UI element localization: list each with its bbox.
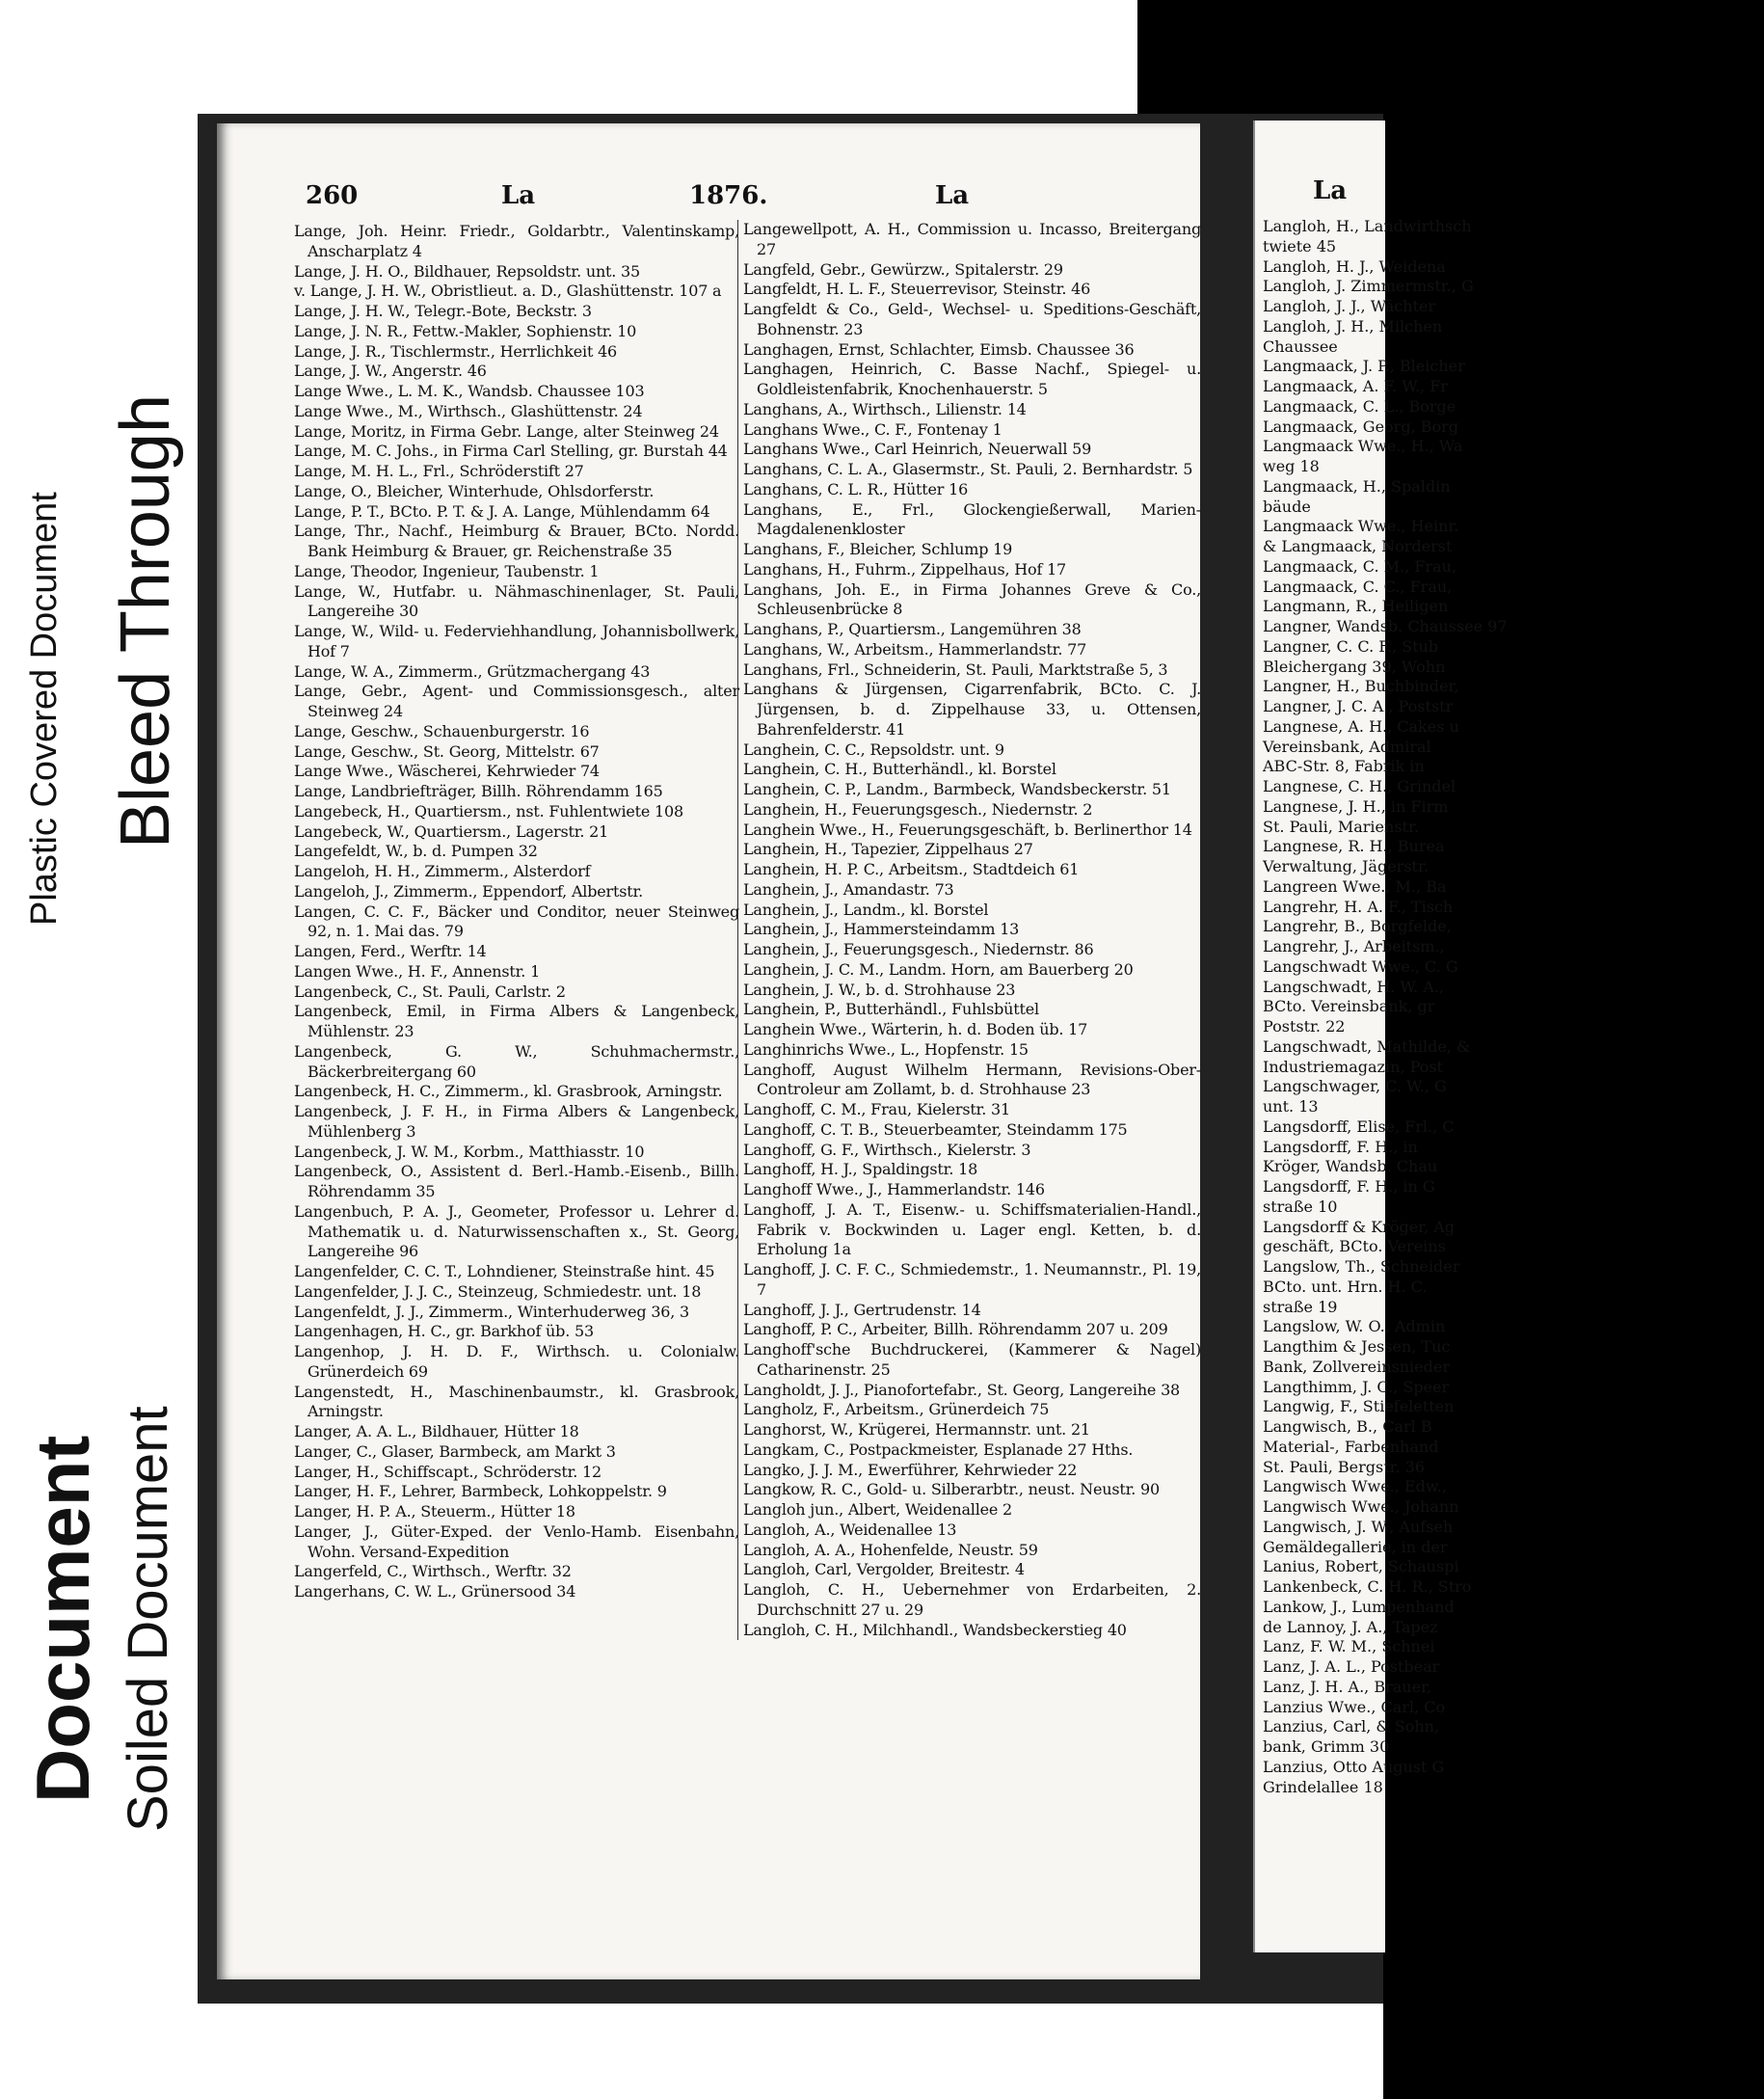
next-page-column bbox=[1263, 217, 1764, 1797]
directory-entry-fragment: Langthim & Jessen, Tuc bbox=[1263, 1337, 1451, 1356]
directory-entry: Lange Wwe., M., Wirthsch., Glashüttenstr. 24 bbox=[294, 401, 643, 420]
directory-entry: Langewellpott, A. H., Commission u. Incasso, Breitergang 27 bbox=[743, 220, 1201, 258]
directory-entry: Langhein Wwe., H., Feuerungsgeschäft, b. Berlinerthor 14 bbox=[743, 820, 1192, 839]
directory-entry-fragment: BCto. unt. Hrn. H. C. bbox=[1263, 1277, 1428, 1296]
directory-entry-fragment: Langnese, C. H., Grindel bbox=[1263, 777, 1457, 795]
directory-entry: Langhans, H., Fuhrm., Zippelhaus, Hof 17 bbox=[743, 559, 1067, 579]
running-head-left: La bbox=[501, 181, 536, 210]
directory-entry: Langer, C., Glaser, Barmbeck, am Markt 3 bbox=[294, 1441, 616, 1461]
directory-entry-fragment: Langrehr, B., Borgfelde, bbox=[1263, 917, 1452, 936]
directory-entry-fragment: straße 19 bbox=[1263, 1297, 1338, 1316]
directory-entry: Langer, H., Schiffscapt., Schröderstr. 12 bbox=[294, 1462, 602, 1481]
directory-entry: Langloh, Carl, Vergolder, Breitestr. 4 bbox=[743, 1560, 1025, 1579]
right-column bbox=[737, 220, 1201, 1640]
directory-entry: Langko, J. J. M., Ewerführer, Kehrwieder 22 bbox=[743, 1460, 1078, 1479]
directory-entry-fragment: Langslow, Th., Schneider bbox=[1263, 1257, 1460, 1276]
directory-entry-fragment: Langschwager, C. W., G bbox=[1263, 1077, 1447, 1096]
directory-entry-fragment: unt. 13 bbox=[1263, 1097, 1319, 1116]
directory-entry-fragment: straße 10 bbox=[1263, 1197, 1338, 1216]
directory-entry: Langefeldt, W., b. d. Pumpen 32 bbox=[294, 842, 538, 861]
directory-entry: Langhoff, C. M., Frau, Kielerstr. 31 bbox=[743, 1100, 1010, 1118]
directory-entry: Langhein, P., Butterhändl., Fuhlsbüttel bbox=[743, 1000, 1039, 1019]
directory-entry: Langhein, H., Feuerungsgesch., Niedernstr. 2 bbox=[743, 799, 1093, 819]
directory-entry: Langhans, Frl., Schneiderin, St. Pauli, Marktstraße 5, 3 bbox=[743, 659, 1168, 679]
directory-entry: Langeloh, H. H., Zimmerm., Alsterdorf bbox=[294, 862, 591, 880]
directory-entry-fragment: geschäft, BCto. Vereins bbox=[1263, 1237, 1446, 1256]
directory-entry: Langhans, C. L. R., Hütter 16 bbox=[743, 479, 969, 498]
page-number: 260 bbox=[306, 181, 359, 210]
directory-entry: Langhein, H. P. C., Arbeitsm., Stadtdeich 61 bbox=[743, 860, 1080, 878]
directory-entry: Langfeld, Gebr., Gewürzw., Spitalerstr. 29 bbox=[743, 259, 1063, 279]
directory-entry: Lange, J. W., Angerstr. 46 bbox=[294, 362, 487, 381]
directory-entry: Langkow, R. C., Gold- u. Silberarbtr., neust. Neustr. 90 bbox=[743, 1480, 1160, 1499]
directory-entry: Lange, Moritz, in Firma Gebr. Lange, alter Steinweg 24 bbox=[294, 421, 719, 441]
directory-entry: Langhorst, W., Krügerei, Hermannstr. unt. 21 bbox=[743, 1420, 1090, 1439]
directory-entry: Langeloh, J., Zimmerm., Eppendorf, Albertstr. bbox=[294, 881, 644, 901]
directory-entry-fragment: Langmaack, A. F. W., Fr bbox=[1263, 377, 1448, 395]
directory-entry: Lange, M. C. Johs., in Firma Carl Stelling, gr. Burstah 44 bbox=[294, 442, 728, 461]
directory-entry-fragment: Langschwadt Wwe., C. G bbox=[1263, 956, 1458, 976]
directory-entry: Langholdt, J. J., Pianofortefabr., St. Georg, Langereihe 38 bbox=[743, 1380, 1181, 1399]
directory-entry: Langenbuch, P. A. J., Geometer, Professor u. Lehrer d. Mathematik u. d. Naturwissenschaften x., St. Georg, Langereihe 96 bbox=[294, 1201, 739, 1261]
directory-entry-fragment: Langnese, R. H., Burea bbox=[1263, 837, 1445, 856]
directory-entry: Langenhop, J. H. D. F., Wirthsch. u. Colonialw. Grünerdeich 69 bbox=[294, 1342, 739, 1381]
directory-entry-fragment: Lanzius, Otto August G bbox=[1263, 1757, 1445, 1776]
directory-entry-fragment: Langloh, J. Zimmermstr., G bbox=[1263, 277, 1474, 296]
directory-entry: Langebeck, H., Quartiersm., nst. Fuhlentwiete 108 bbox=[294, 801, 683, 821]
directory-entry: Langhans Wwe., C. F., Fontenay 1 bbox=[743, 419, 1002, 439]
directory-entry: Langhein, J., Landm., kl. Borstel bbox=[743, 900, 989, 919]
directory-entry: Langhoff, P. C., Arbeiter, Billh. Röhrendamm 207 u. 209 bbox=[743, 1320, 1168, 1339]
directory-entry-fragment: Langmaack Wwe., Heinr. bbox=[1263, 517, 1459, 536]
directory-entry: Langhans, Joh. E., in Firma Johannes Greve & Co., Schleusenbrücke 8 bbox=[743, 579, 1201, 619]
directory-entry-fragment: BCto. Vereinsbank, gr bbox=[1263, 997, 1435, 1016]
directory-entry: Langhein Wwe., Wärterin, h. d. Boden üb. 17 bbox=[743, 1020, 1088, 1038]
directory-entry: Lange, Landbriefträger, Billh. Röhrendamm 165 bbox=[294, 782, 663, 800]
directory-entry-fragment: Langsdorff, F. H., in G bbox=[1263, 1177, 1435, 1196]
directory-entry-fragment: Langwisch Wwe., Johann bbox=[1263, 1497, 1459, 1516]
directory-entry-fragment: bank, Grimm 30 bbox=[1263, 1737, 1390, 1756]
directory-entry: Langhoff, G. F., Wirthsch., Kielerstr. 3 bbox=[743, 1140, 1031, 1159]
directory-entry-fragment: twiete 45 bbox=[1263, 236, 1337, 256]
directory-entry: Lange, P. T., BCto. P. T. & J. A. Lange, Mühlendamm 64 bbox=[294, 501, 710, 521]
directory-entry: Langenbeck, G. W., Schuhmachermstr., Bäckerbreitergang 60 bbox=[294, 1041, 739, 1081]
directory-entry: Lange, Theodor, Ingenieur, Taubenstr. 1 bbox=[294, 561, 600, 580]
directory-page bbox=[217, 123, 1200, 1979]
directory-entry-fragment: Poststr. 22 bbox=[1263, 1017, 1346, 1036]
directory-entry-fragment: Lanzius, Carl, & Sohn, bbox=[1263, 1717, 1440, 1736]
directory-entry-fragment: Langmaack, H., Spaldin bbox=[1263, 476, 1451, 496]
directory-entry-fragment: Langmaack, C. C., Frau, bbox=[1263, 577, 1453, 596]
directory-entry: Lange, Geschw., Schauenburgerstr. 16 bbox=[294, 721, 590, 740]
directory-entry: Langerhans, C. W. L., Grünersood 34 bbox=[294, 1582, 576, 1601]
directory-entry-fragment: Langmaack Wwe., H., Wa bbox=[1263, 437, 1463, 456]
directory-entry: Langloh, C. H., Milchhandl., Wandsbeckerstieg 40 bbox=[743, 1620, 1127, 1639]
directory-entry-fragment: Langmaack, C. M., Frau, bbox=[1263, 556, 1457, 576]
directory-entry: Lange Wwe., L. M. K., Wandsb. Chaussee 103 bbox=[294, 382, 645, 400]
directory-entry: Langen, C. C. F., Bäcker und Conditor, neuer Steinweg 92, n. 1. Mai das. 79 bbox=[294, 901, 739, 941]
directory-entry-fragment: Langreen Wwe., M., Ba bbox=[1263, 876, 1447, 896]
directory-entry: Langfeldt & Co., Geld-, Wechsel- u. Speditions-Geschäft, Bohnenstr. 23 bbox=[743, 300, 1201, 338]
next-page-heading: La bbox=[1313, 176, 1348, 205]
directory-entry-fragment: Langthimm, J. C., Speer bbox=[1263, 1377, 1450, 1396]
directory-entry-fragment: Langsdorff, F. H., in bbox=[1263, 1137, 1418, 1156]
directory-entry: Langhoff, C. T. B., Steuerbeamter, Steindamm 175 bbox=[743, 1119, 1128, 1139]
directory-entry: Langfeldt, H. L. F., Steuerrevisor, Steinstr. 46 bbox=[743, 280, 1091, 299]
directory-entry: Langhans, E., Frl., Glockengießerwall, Marien-Magdalenenkloster bbox=[743, 499, 1201, 539]
directory-entry: Langenbeck, Emil, in Firma Albers & Langenbeck, Mühlenstr. 23 bbox=[294, 1002, 739, 1040]
directory-entry-fragment: Lanz, F. W. M., Schnei bbox=[1263, 1637, 1435, 1656]
directory-entry: Langhoff'sche Buchdruckerei, (Kammerer & Nagel) Catharinenstr. 25 bbox=[743, 1340, 1201, 1379]
directory-entry: Lange, J. N. R., Fettw.-Makler, Sophienstr. 10 bbox=[294, 321, 637, 340]
directory-entry-fragment: Kröger, Wandsb. Chau bbox=[1263, 1157, 1438, 1176]
directory-entry-fragment: Langschwadt, Mathilde, & bbox=[1263, 1036, 1471, 1056]
directory-entry: Langer, H. P. A., Steuerm., Hütter 18 bbox=[294, 1502, 575, 1520]
directory-entry: Langloh jun., Albert, Weidenallee 2 bbox=[743, 1500, 1013, 1519]
directory-entry-fragment: Lanz, J. A. L., Postbear bbox=[1263, 1657, 1440, 1676]
directory-entry: Langer, H. F., Lehrer, Barmbeck, Lohkoppelstr. 9 bbox=[294, 1482, 667, 1501]
running-head-right: La bbox=[935, 181, 970, 210]
directory-entry: Langhans Wwe., Carl Heinrich, Neuerwall 59 bbox=[743, 440, 1092, 459]
directory-entry-fragment: Lankow, J., Lumpenhand bbox=[1263, 1597, 1455, 1616]
directory-entry-fragment: Gemäldegallerie, in der bbox=[1263, 1537, 1448, 1556]
directory-entry-fragment: bäude bbox=[1263, 497, 1311, 516]
directory-entry: Langhagen, Ernst, Schlachter, Eimsb. Chaussee 36 bbox=[743, 339, 1135, 359]
directory-entry: Langloh, A. A., Hohenfelde, Neustr. 59 bbox=[743, 1540, 1038, 1559]
directory-entry-fragment: Bank, Zollvereinsnieder bbox=[1263, 1357, 1450, 1376]
directory-entry-fragment: St. Pauli, Marienstr. bbox=[1263, 817, 1419, 836]
directory-entry-fragment: Langschwadt, H. W. A., bbox=[1263, 977, 1444, 996]
directory-entry: Langkam, C., Postpackmeister, Esplanade 27 Hths. bbox=[743, 1440, 1134, 1459]
directory-entry-fragment: Langloh, J. J., Wächter bbox=[1263, 297, 1436, 315]
directory-entry: Langenbeck, H. C., Zimmerm., kl. Grasbrook, Arningstr. bbox=[294, 1082, 723, 1101]
directory-entry: Langenfelder, C. C. T., Lohndiener, Steinstraße hint. 45 bbox=[294, 1262, 715, 1280]
directory-entry-fragment: Vereinsbank, Admiral bbox=[1263, 737, 1431, 756]
directory-entry: Lange, M. H. L., Frl., Schröderstift 27 bbox=[294, 462, 584, 480]
directory-entry-fragment: Lanzius Wwe., Carl, Co bbox=[1263, 1697, 1446, 1716]
directory-entry: Langerfeld, C., Wirthsch., Werftr. 32 bbox=[294, 1562, 572, 1581]
directory-entry: Langenbeck, J. W. M., Korbm., Matthiasstr. 10 bbox=[294, 1142, 645, 1161]
directory-entry: Lange, Gebr., Agent- und Commissionsgesch., alter Steinweg 24 bbox=[294, 682, 739, 720]
directory-entry-fragment: Langwisch, J. W., Aufseh bbox=[1263, 1517, 1454, 1536]
directory-entry-fragment: Verwaltung, Jägerstr. bbox=[1263, 857, 1429, 875]
directory-entry: Langhoff, J. J., Gertrudenstr. 14 bbox=[743, 1300, 981, 1319]
directory-entry: Langhans, W., Arbeitsm., Hammerlandstr. 77 bbox=[743, 639, 1087, 659]
directory-entry-fragment: Langwig, F., Stiefeletten bbox=[1263, 1397, 1455, 1416]
directory-entry-fragment: Industriemagazin, Post bbox=[1263, 1057, 1443, 1076]
directory-entry: Langer, A. A. L., Bildhauer, Hütter 18 bbox=[294, 1422, 579, 1440]
directory-entry: Langhein, J., Hammersteindamm 13 bbox=[743, 920, 1020, 939]
directory-entry: Langenstedt, H., Maschinenbaumstr., kl. Grasbrook, Arningstr. bbox=[294, 1382, 739, 1421]
directory-entry: Langhein, C. C., Repsoldstr. unt. 9 bbox=[743, 740, 1004, 759]
directory-entry-fragment: Chaussee bbox=[1263, 336, 1338, 356]
directory-entry: Langhein, J., Feuerungsgesch., Niedernstr. 86 bbox=[743, 940, 1094, 958]
directory-entry: Langenbeck, C., St. Pauli, Carlstr. 2 bbox=[294, 982, 566, 1001]
directory-entry-fragment: Langslow, W. O., Admin bbox=[1263, 1317, 1446, 1336]
directory-entry: Lange Wwe., Wäscherei, Kehrwieder 74 bbox=[294, 762, 600, 781]
directory-entry: Langhoff, J. A. T., Eisenw.- u. Schiffsmaterialien-Handl., Fabrik v. Bockwinden u. Lager engl. Ketten, b. d. Erholung 1a bbox=[743, 1199, 1201, 1259]
directory-entry-fragment: Lanius, Robert, Schauspi bbox=[1263, 1557, 1459, 1576]
directory-entry: Langenhagen, H. C., gr. Barkhof üb. 53 bbox=[294, 1322, 594, 1341]
directory-entry-fragment: Material-, Farbenhand bbox=[1263, 1437, 1439, 1456]
directory-entry: Lange, O., Bleicher, Winterhude, Ohlsdorferstr. bbox=[294, 481, 655, 500]
directory-entry: Lange, J. R., Tischlermstr., Herrlichkeit 46 bbox=[294, 341, 618, 361]
directory-entry: Langen Wwe., H. F., Annenstr. 1 bbox=[294, 961, 541, 981]
directory-entry-fragment: Lankenbeck, C. H. R., Stro bbox=[1263, 1577, 1472, 1596]
directory-entry-fragment: Langmann, R., Heiligen bbox=[1263, 597, 1449, 616]
directory-entry: Langhans, C. L. A., Glasermstr., St. Pauli, 2. Bernhardstr. 5 bbox=[743, 460, 1193, 478]
directory-entry-fragment: Langloh, J. H., Milchen bbox=[1263, 316, 1443, 336]
directory-entry: Langloh, C. H., Uebernehmer von Erdarbeiten, 2. Durchschnitt 27 u. 29 bbox=[743, 1580, 1201, 1619]
directory-entry-fragment: Langner, Wandsb. Chaussee 97 bbox=[1263, 617, 1508, 635]
directory-entry-fragment: Langloh, H. J., Weidena bbox=[1263, 256, 1446, 276]
directory-entry: Lange, J. H. W., Telegr.-Bote, Beckstr. 3 bbox=[294, 302, 592, 320]
directory-entry-fragment: Lanz, J. H. A., Brauer, bbox=[1263, 1677, 1432, 1696]
directory-entry-fragment: de Lannoy, J. A., Tapez bbox=[1263, 1617, 1438, 1636]
directory-entry-fragment: Bleichergang 39, Wohn bbox=[1263, 657, 1446, 676]
directory-entry-fragment: Langnese, J. H., in Firm bbox=[1263, 796, 1449, 816]
directory-entry: Lange, W. A., Zimmerm., Grützmachergang 43 bbox=[294, 661, 651, 681]
directory-entry-fragment: Langrehr, H. A. F., Tisch bbox=[1263, 897, 1454, 916]
directory-entry-fragment: Langloh, H., Landwirthsch bbox=[1263, 217, 1472, 235]
directory-entry: Langhans & Jürgensen, Cigarrenfabrik, BCto. C. J. Jürgensen, b. d. Zippelhause 33, u. Ottensen, Bahrenfelderstr. 41 bbox=[743, 680, 1201, 739]
directory-entry: Langhans, A., Wirthsch., Lilienstr. 14 bbox=[743, 399, 1027, 418]
directory-entry: Lange, W., Hutfabr. u. Nähmaschinenlager, St. Pauli, Langereihe 30 bbox=[294, 581, 739, 621]
directory-entry: Langenfeldt, J. J., Zimmerm., Winterhuderweg 36, 3 bbox=[294, 1302, 690, 1321]
directory-entry-fragment: & Langmaack, Norderst bbox=[1263, 537, 1453, 555]
directory-entry: Langenbeck, O., Assistent d. Berl.-Hamb.-Eisenb., Billh. Röhrendamm 35 bbox=[294, 1162, 739, 1200]
directory-entry: Langhagen, Heinrich, C. Basse Nachf., Spiegel- u. Goldleistenfabrik, Knochenhauerstr. 5 bbox=[743, 360, 1201, 398]
directory-entry-fragment: Grindelallee 18 bbox=[1263, 1777, 1383, 1796]
directory-entry: Langenbeck, J. F. H., in Firma Albers & Langenbeck, Mühlenberg 3 bbox=[294, 1102, 739, 1141]
directory-entry: Lange, Joh. Heinr. Friedr., Goldarbtr., Valentinskamp, Anscharplatz 4 bbox=[294, 222, 739, 260]
directory-entry: Lange, W., Wild- u. Federviehhandlung, Johannisbollwerk, Hof 7 bbox=[294, 622, 739, 660]
directory-entry: Langholz, F., Arbeitsm., Grünerdeich 75 bbox=[743, 1400, 1050, 1419]
directory-entry: Langhans, P., Quartiersm., Langemühren 38 bbox=[743, 620, 1082, 638]
directory-entry: Langebeck, W., Quartiersm., Lagerstr. 21 bbox=[294, 821, 609, 841]
directory-entry-fragment: St. Pauli, Bergstr. 36 bbox=[1263, 1457, 1426, 1476]
directory-entry-fragment: Langnese, A. H., Cakes u bbox=[1263, 716, 1459, 736]
directory-entry: Lange, J. H. O., Bildhauer, Repsoldstr. unt. 35 bbox=[294, 261, 641, 281]
directory-entry-fragment: Langwisch Wwe., Edw., bbox=[1263, 1477, 1447, 1496]
directory-entry-fragment: weg 18 bbox=[1263, 457, 1320, 475]
year-heading: 1876. bbox=[689, 181, 768, 210]
directory-entry: Langhans, F., Bleicher, Schlump 19 bbox=[743, 540, 1013, 558]
directory-entry: Langhoff, August Wilhelm Hermann, Revisions-Ober-Controleur am Zollamt, b. d. Strohhause 23 bbox=[743, 1060, 1201, 1099]
directory-entry: Langloh, A., Weidenallee 13 bbox=[743, 1520, 957, 1539]
directory-entry: Langhein, J. C. M., Landm. Horn, am Bauerberg 20 bbox=[743, 959, 1134, 979]
directory-entry: Langhein, C. P., Landm., Barmbeck, Wandsbeckerstr. 51 bbox=[743, 780, 1171, 798]
left-column bbox=[294, 222, 739, 1602]
directory-entry: Langenfelder, J. J. C., Steinzeug, Schmiedestr. unt. 18 bbox=[294, 1281, 702, 1301]
directory-entry-fragment: Langrehr, J., Arbeitsm., bbox=[1263, 937, 1445, 955]
next-page-fragment bbox=[1253, 121, 1508, 1952]
directory-entry-fragment: Langner, J. C. A., Poststr bbox=[1263, 697, 1454, 715]
directory-entry: Langhoff, H. J., Spaldingstr. 18 bbox=[743, 1160, 978, 1179]
directory-entry: Langer, J., Güter-Exped. der Venlo-Hamb. Eisenbahn, Wohn. Versand-Expedition bbox=[294, 1521, 739, 1561]
directory-entry-fragment: Langmaack, J. P., Bleicher bbox=[1263, 357, 1465, 376]
directory-entry-fragment: Langner, C. C. F., Stub bbox=[1263, 636, 1439, 656]
directory-entry-fragment: Langsdorff & Kröger, Ag bbox=[1263, 1217, 1456, 1236]
page-header bbox=[217, 181, 1200, 220]
directory-entry: Langen, Ferd., Werftr. 14 bbox=[294, 942, 487, 960]
directory-entry-fragment: Langsdorff, Elise, Frl., C bbox=[1263, 1117, 1455, 1136]
directory-entry: Langhein, H., Tapezier, Zippelhaus 27 bbox=[743, 840, 1033, 859]
directory-entry: Langhoff Wwe., J., Hammerlandstr. 146 bbox=[743, 1180, 1045, 1198]
directory-entry: Lange, Thr., Nachf., Heimburg & Brauer, BCto. Nordd. Bank Heimburg & Brauer, gr. Reichenstraße 35 bbox=[294, 522, 739, 560]
directory-entry: Langhein, J. W., b. d. Strohhause 23 bbox=[743, 980, 1016, 999]
directory-entry: v. Lange, J. H. W., Obristlieut. a. D., Glashüttenstr. 107 a bbox=[294, 282, 722, 301]
directory-entry-fragment: ABC-Str. 8, Fabrik in bbox=[1263, 757, 1425, 776]
directory-entry-fragment: Langner, H., Buchbinder, bbox=[1263, 677, 1459, 696]
directory-entry-fragment: Langwisch, B., Carl B bbox=[1263, 1417, 1432, 1436]
directory-entry: Langhoff, J. C. F. C., Schmiedemstr., 1. Neumannstr., Pl. 19, 7 bbox=[743, 1260, 1201, 1299]
directory-entry: Langhein, J., Amandastr. 73 bbox=[743, 879, 954, 899]
directory-entry-fragment: Langmaack, Georg, Borg bbox=[1263, 417, 1459, 436]
directory-entry: Langhinrichs Wwe., L., Hopfenstr. 15 bbox=[743, 1039, 1029, 1059]
directory-entry: Lange, Geschw., St. Georg, Mittelstr. 67 bbox=[294, 741, 600, 761]
directory-entry-fragment: Langmaack, C. L., Borge bbox=[1263, 396, 1457, 416]
directory-entry: Langhein, C. H., Butterhändl., kl. Borstel bbox=[743, 760, 1056, 779]
